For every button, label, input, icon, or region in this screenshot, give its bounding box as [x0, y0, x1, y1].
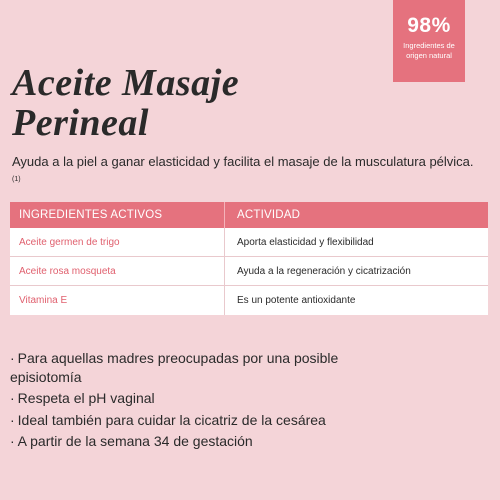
badge-caption: [393, 41, 465, 61]
product-title: [12, 63, 239, 143]
benefit-text: Ideal también para cuidar la cicatriz de la cesárea: [17, 411, 326, 428]
benefits-list: [10, 349, 340, 454]
ingredient-cell: Aceite germen de trigo: [19, 236, 120, 248]
bullet-dot: ·: [10, 390, 15, 406]
header-ingredients: INGREDIENTES ACTIVOS: [19, 209, 163, 221]
list-item: [10, 411, 340, 430]
bullet-dot: ·: [10, 411, 15, 428]
list-item: [10, 432, 340, 451]
ingredients-table: [10, 202, 488, 315]
benefit-text: A partir de la semana 34 de gestación: [17, 433, 253, 449]
activity-cell: Aporta elasticidad y flexibilidad: [224, 228, 488, 256]
product-title-line2: Perineal: [12, 102, 149, 144]
benefit-text: Respeta el pH vaginal: [17, 390, 155, 406]
table-row: [10, 257, 488, 286]
bullet-dot: ·: [10, 433, 15, 449]
ingredient-cell: Aceite rosa mosqueta: [19, 265, 116, 277]
natural-origin-badge: [393, 0, 465, 82]
activity-cell: Ayuda a la regeneración y cicatrización: [224, 257, 488, 285]
list-item: [10, 349, 340, 386]
table-row: [10, 228, 488, 257]
benefit-text: Para aquellas madres preocupadas por una posible episiotomía: [10, 350, 339, 385]
list-item: [10, 389, 340, 408]
badge-percent: 98%: [407, 14, 451, 37]
table-header: [10, 202, 488, 228]
bullet-dot: ·: [10, 350, 15, 366]
product-description: [12, 153, 482, 191]
badge-caption-line1: Ingredientes de: [403, 41, 455, 50]
activity-cell: Es un potente antioxidante: [224, 286, 488, 315]
header-activity: ACTIVIDAD: [224, 202, 488, 228]
badge-caption-line2: origen natural: [406, 51, 452, 60]
table-row: [10, 286, 488, 315]
footnote-marker: (1): [12, 176, 21, 183]
product-title-line1: Aceite Masaje: [12, 62, 240, 104]
ingredient-cell: Vitamina E: [19, 295, 68, 306]
description-text: Ayuda a la piel a ganar elasticidad y facilita el masaje de la musculatura pélvica.: [12, 154, 474, 169]
